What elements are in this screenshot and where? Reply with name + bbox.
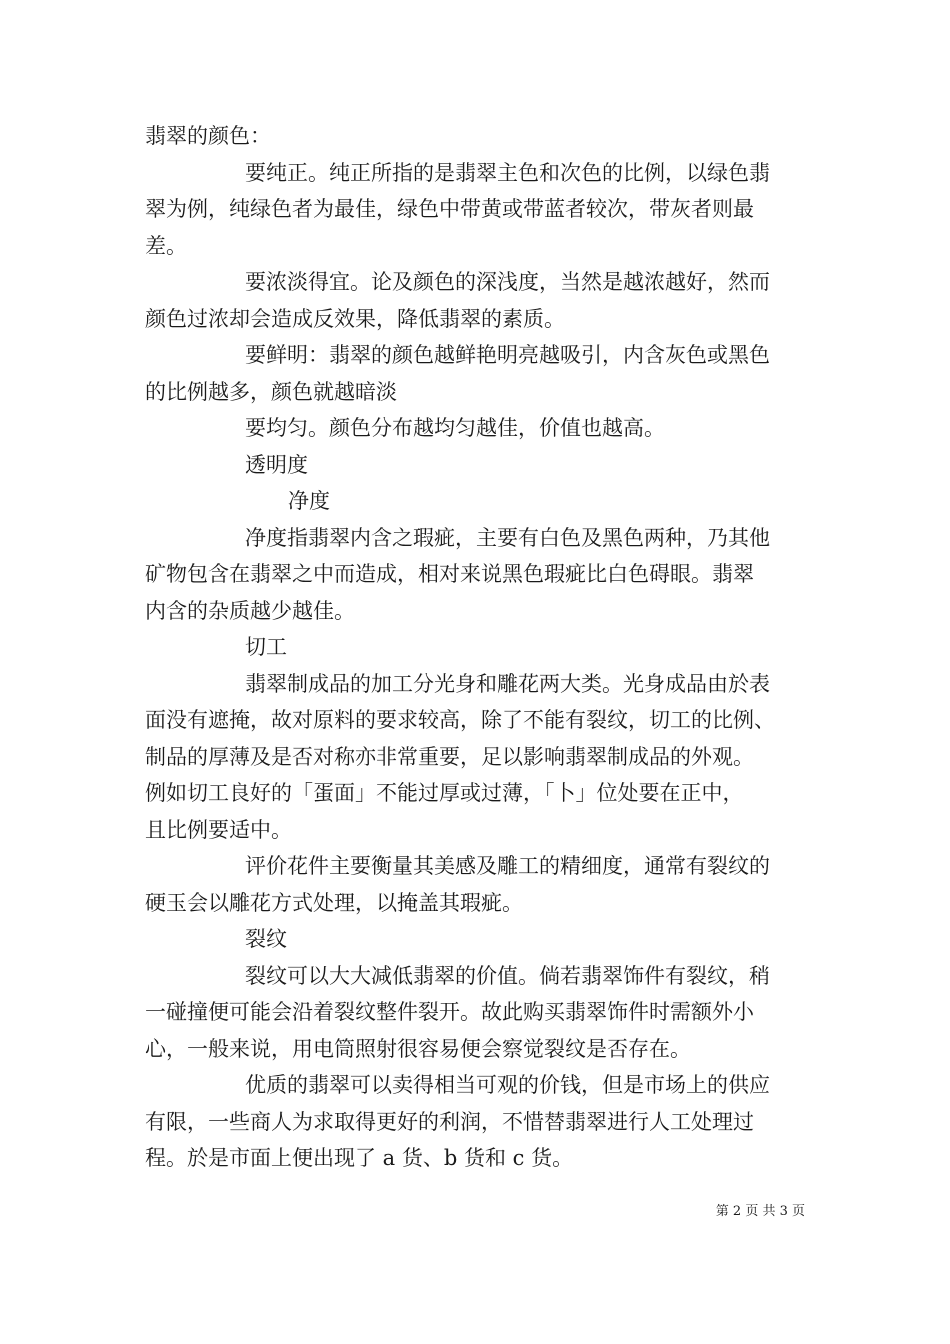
para-line: 例如切工良好的「蛋面」不能过厚或过薄，「卜」位处要在正中， bbox=[145, 781, 744, 805]
para-line: 心，一般来说，用电筒照射很容易便会察觉裂纹是否存在。 bbox=[145, 1036, 691, 1061]
para-line: 面没有遮掩，故对原料的要求较高，除了不能有裂纹，切工的比例、 bbox=[145, 708, 775, 732]
para-line: 的比例越多，颜色就越暗淡 bbox=[145, 379, 397, 404]
para-line: 翠为例，纯绿色者为最佳，绿色中带黄或带蓝者较次，带灰者则最 bbox=[145, 197, 754, 221]
heading-cracks: 裂纹 bbox=[245, 927, 287, 951]
para-line: 一碰撞便可能会沿着裂纹整件裂开。故此购买翡翠饰件时需额外小 bbox=[145, 1000, 754, 1024]
para-line: 内含的杂质越少越佳。 bbox=[145, 598, 355, 623]
heading-cut: 切工 bbox=[245, 635, 287, 659]
heading-transparency: 透明度 bbox=[245, 452, 308, 477]
para-line: 制品的厚薄及是否对称亦非常重要，足以影响翡翠制成品的外观。 bbox=[145, 744, 754, 769]
para-line: 颜色过浓却会造成反效果，降低翡翠的素质。 bbox=[145, 306, 565, 331]
heading-clarity: 净度 bbox=[288, 489, 330, 513]
para-line: 矿物包含在翡翠之中而造成，相对来说黑色瑕疵比白色碍眼。翡翠 bbox=[145, 562, 754, 586]
para-line: 优质的翡翠可以卖得相当可观的价钱，但是市场上的供应 bbox=[245, 1073, 770, 1097]
para-line: 净度指翡翠内含之瑕疵，主要有白色及黑色两种，乃其他 bbox=[245, 525, 770, 550]
para-line: 评价花件主要衡量其美感及雕工的精细度，通常有裂纹的 bbox=[245, 854, 770, 878]
para-line: 翡翠制成品的加工分光身和雕花两大类。光身成品由於表 bbox=[245, 671, 770, 696]
para-line: 有限，一些商人为求取得更好的利润，不惜替翡翠进行人工处理过 bbox=[145, 1109, 754, 1134]
para-line: 裂纹可以大大减低翡翠的价值。倘若翡翠饰件有裂纹，稍 bbox=[245, 963, 770, 988]
heading-jade-color: 翡翠的颜色： bbox=[145, 124, 271, 148]
page-number-footer: 第 2 页 共 3 页 bbox=[715, 1204, 805, 1219]
para-line: 硬玉会以雕花方式处理，以掩盖其瑕疵。 bbox=[145, 890, 523, 915]
para-line: 程。於是市面上便出现了 a 货、b 货和 c 货。 bbox=[145, 1146, 574, 1170]
para-line: 要纯正。纯正所指的是翡翠主色和次色的比例，以绿色翡 bbox=[245, 160, 770, 185]
para-line: 要鲜明：翡翠的颜色越鲜艳明亮越吸引，内含灰色或黑色 bbox=[245, 343, 770, 367]
para-line: 且比例要适中。 bbox=[145, 817, 292, 842]
para-line: 要均匀。颜色分布越均匀越佳，价值也越高。 bbox=[245, 416, 665, 440]
document-body bbox=[145, 118, 813, 1177]
para-line: 差。 bbox=[145, 233, 187, 258]
para-line: 要浓淡得宜。论及颜色的深浅度，当然是越浓越好，然而 bbox=[245, 270, 770, 294]
